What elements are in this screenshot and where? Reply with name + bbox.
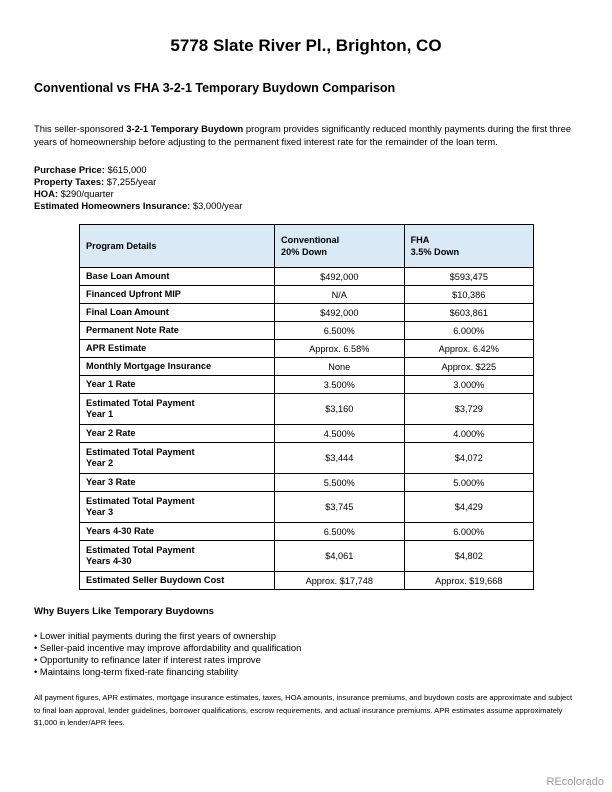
table-row	[80, 268, 534, 286]
table-row	[80, 474, 534, 492]
conventional-value: N/A	[275, 286, 405, 304]
row-label	[80, 425, 275, 443]
row-label	[80, 376, 275, 394]
fact-label: Property Taxes:	[34, 176, 105, 187]
intro-text-bold: 3-2-1 Temporary Buydown	[126, 123, 244, 134]
row-label-text: Final Loan Amount	[86, 307, 169, 317]
header-fha	[404, 225, 533, 268]
row-label-text: Year 3 Rate	[86, 477, 136, 487]
fha-value: 6.000%	[404, 322, 533, 340]
fha-value: $4,072	[404, 443, 533, 474]
header-conventional	[275, 225, 405, 268]
why-list	[34, 630, 301, 678]
fact-purchase-price	[34, 164, 242, 176]
list-item: • Maintains long-term fixed-rate financing stability	[34, 666, 301, 678]
intro-paragraph	[34, 123, 579, 148]
row-label-text: Estimated Total Payment	[86, 398, 195, 408]
property-facts	[34, 164, 242, 212]
conventional-value: 5.500%	[275, 474, 405, 492]
row-label-text-line2: Year 2	[86, 458, 114, 468]
fha-value: $593,475	[404, 268, 533, 286]
row-label	[80, 358, 275, 376]
conventional-value: $492,000	[275, 304, 405, 322]
row-label	[80, 572, 275, 590]
table-row	[80, 492, 534, 523]
fact-value: $290/quarter	[57, 188, 114, 199]
table-row	[80, 425, 534, 443]
row-label-text: Financed Upfront MIP	[86, 289, 181, 299]
conventional-value: $4,061	[275, 541, 405, 572]
comparison-table	[79, 224, 534, 590]
intro-text-before: This seller-sponsored	[34, 123, 127, 134]
fact-value: $615,000	[104, 164, 147, 175]
fha-value: $10,386	[404, 286, 533, 304]
table-row	[80, 541, 534, 572]
row-label	[80, 523, 275, 541]
row-label	[80, 340, 275, 358]
conventional-value: Approx. $17,748	[275, 572, 405, 590]
row-label	[80, 394, 275, 425]
table-row	[80, 358, 534, 376]
fha-value: 3.000%	[404, 376, 533, 394]
row-label-text: Estimated Total Payment	[86, 545, 195, 555]
fha-value: $603,861	[404, 304, 533, 322]
row-label	[80, 541, 275, 572]
conventional-value: 3.500%	[275, 376, 405, 394]
fact-property-taxes	[34, 176, 242, 188]
row-label	[80, 322, 275, 340]
conventional-value: $3,444	[275, 443, 405, 474]
row-label-text-line2: Year 3	[86, 507, 114, 517]
fha-value: $3,729	[404, 394, 533, 425]
conventional-value: $3,160	[275, 394, 405, 425]
header-fha-line1: FHA	[410, 235, 430, 245]
fha-value: 4.000%	[404, 425, 533, 443]
conventional-value: None	[275, 358, 405, 376]
header-conventional-line2: 20% Down	[281, 247, 327, 257]
conventional-value: $492,000	[275, 268, 405, 286]
table-header-row	[80, 225, 534, 268]
fact-label: Estimated Homeowners Insurance:	[34, 200, 191, 211]
row-label	[80, 286, 275, 304]
fact-value: $7,255/year	[104, 176, 157, 187]
row-label	[80, 443, 275, 474]
fact-label: Purchase Price:	[34, 164, 105, 175]
disclaimer: All payment figures, APR estimates, mortgage insurance estimates, taxes, HOA amounts, insurance premiums, and buydown costs are approximate and subject to final loan approval, lender guidelines, borrower qualifications, escrow requirements, and actual insurance premiums. APR estimates assume approximately $1,000 in lender/APR fees.	[34, 693, 573, 727]
fha-value: Approx. 6.42%	[404, 340, 533, 358]
header-fha-line2: 3.5% Down	[410, 247, 460, 257]
fha-value: 6.000%	[404, 523, 533, 541]
row-label-text: Estimated Total Payment	[86, 496, 195, 506]
row-label-text: Year 2 Rate	[86, 428, 136, 438]
row-label-text: Permanent Note Rate	[86, 325, 179, 335]
fact-insurance	[34, 200, 242, 212]
table-row	[80, 443, 534, 474]
table-row	[80, 572, 534, 590]
fact-hoa	[34, 188, 242, 200]
fha-value: $4,429	[404, 492, 533, 523]
row-label-text: Estimated Total Payment	[86, 447, 195, 457]
fha-value: Approx. $19,668	[404, 572, 533, 590]
list-item: • Seller-paid incentive may improve affordability and qualification	[34, 642, 301, 654]
row-label-text-line2: Years 4-30	[86, 556, 132, 566]
fha-value: 5.000%	[404, 474, 533, 492]
row-label-text-line2: Year 1	[86, 409, 114, 419]
row-label-text: Base Loan Amount	[86, 271, 170, 281]
conventional-value: 6.500%	[275, 523, 405, 541]
header-conventional-line1: Conventional	[281, 235, 340, 245]
fha-value: $4,802	[404, 541, 533, 572]
table-row	[80, 322, 534, 340]
row-label	[80, 304, 275, 322]
conventional-value: 6.500%	[275, 322, 405, 340]
why-heading: Why Buyers Like Temporary Buydowns	[34, 606, 215, 617]
list-item: • Lower initial payments during the first years of ownership	[34, 630, 301, 642]
table-body	[80, 268, 534, 590]
intro-text-after: program provides significantly reduced monthly payments during the first three years of homeownership before adjusting to the permanent fixed interest rate for the remainder of the loan term.	[34, 123, 572, 147]
row-label	[80, 474, 275, 492]
conventional-value: $3,745	[275, 492, 405, 523]
fact-label: HOA:	[34, 188, 58, 199]
fact-value: $3,000/year	[190, 200, 243, 211]
document-subtitle: Conventional vs FHA 3-2-1 Temporary Buydown Comparison	[34, 81, 396, 95]
table-row	[80, 340, 534, 358]
list-item: • Opportunity to refinance later if interest rates improve	[34, 654, 301, 666]
row-label	[80, 492, 275, 523]
page-title: 5778 Slate River Pl., Brighton, CO	[170, 36, 442, 55]
conventional-value: Approx. 6.58%	[275, 340, 405, 358]
table-row	[80, 394, 534, 425]
fha-value: Approx. $225	[404, 358, 533, 376]
table-row	[80, 286, 534, 304]
table-row	[80, 523, 534, 541]
table-row	[80, 376, 534, 394]
row-label-text: Years 4-30 Rate	[86, 526, 154, 536]
row-label	[80, 268, 275, 286]
row-label-text: Estimated Seller Buydown Cost	[86, 575, 225, 585]
row-label-text: Year 1 Rate	[86, 379, 136, 389]
header-program-details: Program Details	[80, 225, 275, 268]
row-label-text: Monthly Mortgage Insurance	[86, 361, 212, 371]
table-row	[80, 304, 534, 322]
recolorado-watermark: REcolorado	[546, 776, 604, 788]
conventional-value: 4.500%	[275, 425, 405, 443]
row-label-text: APR Estimate	[86, 343, 147, 353]
